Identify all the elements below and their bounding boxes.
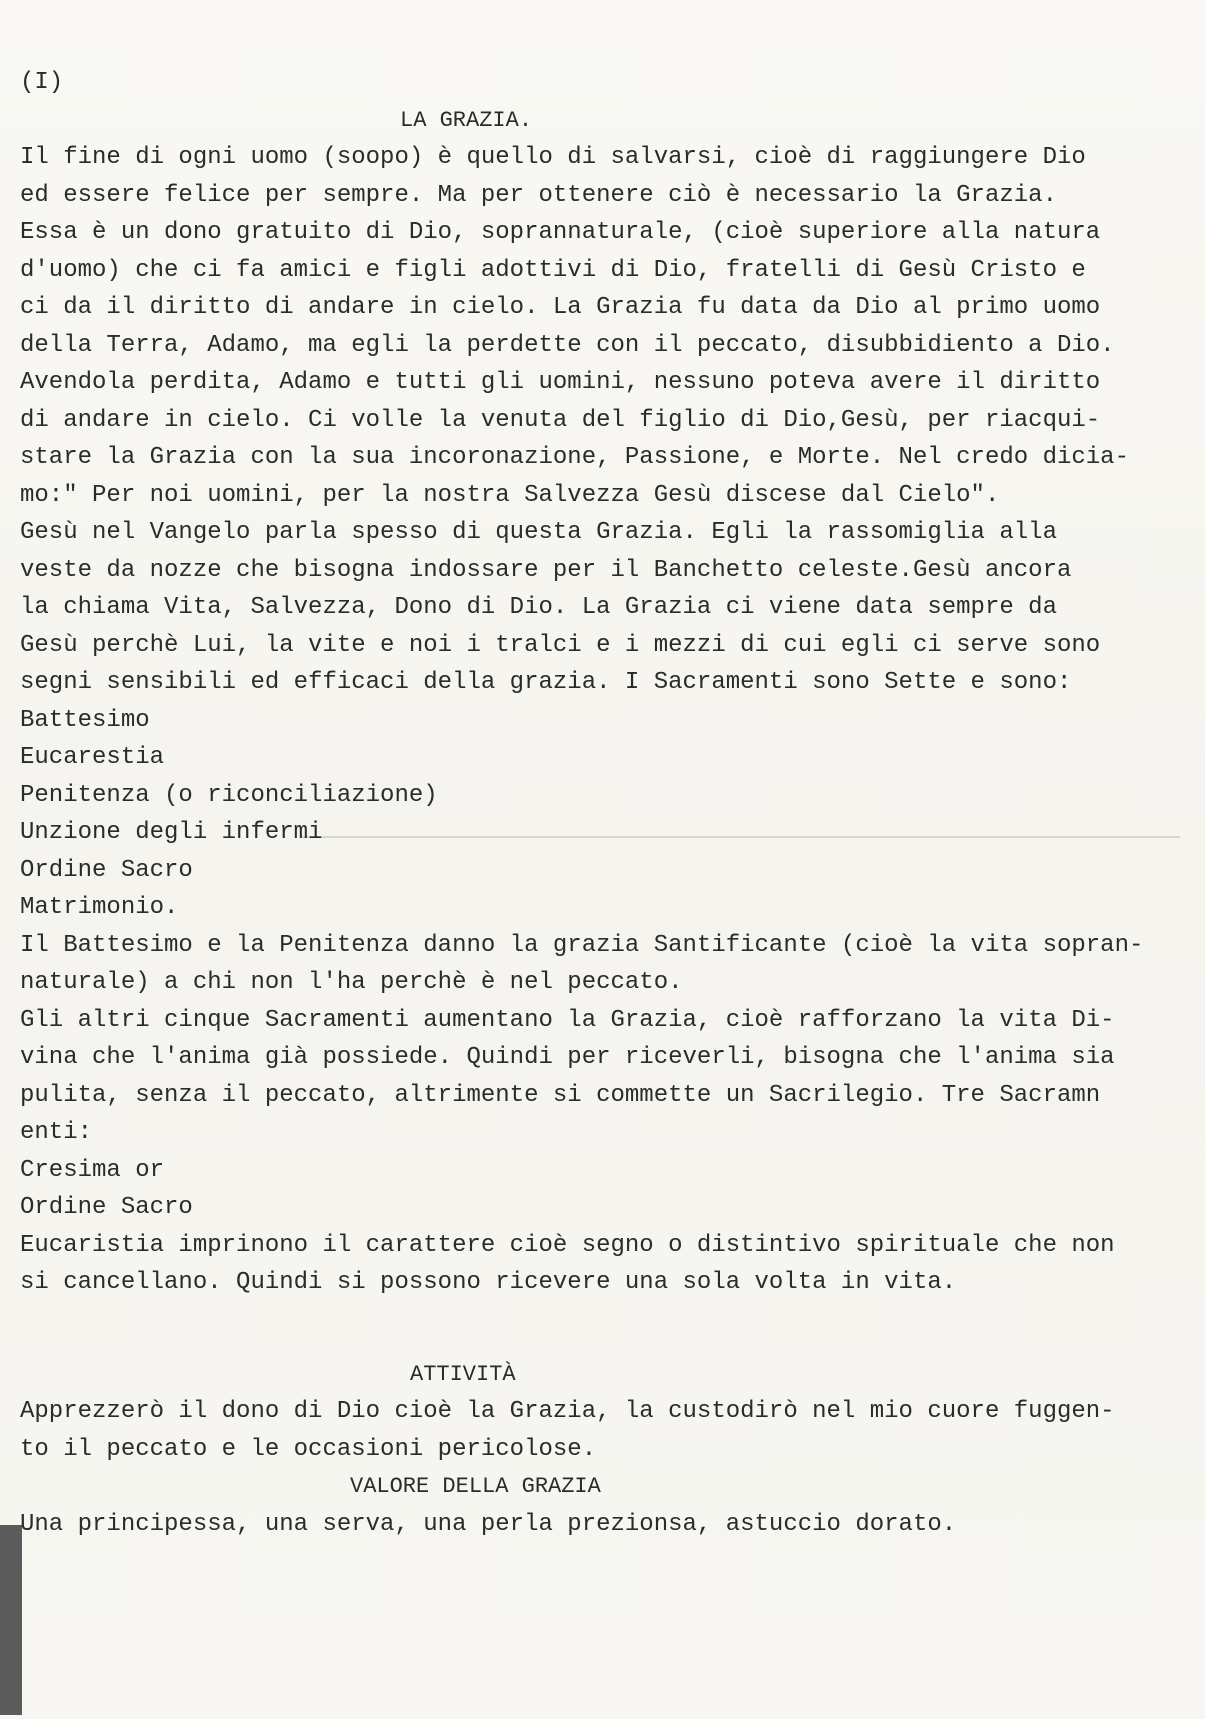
page-marker: (I) bbox=[20, 69, 64, 96]
sacrament-list-item: Battesimo bbox=[20, 706, 150, 734]
body-line: d'uomo) che ci fa amici e figli adottivi di Dio, fratelli di Gesù Cristo e bbox=[20, 256, 1086, 284]
body-line: naturale) a chi non l'ha perchè è nel peccato. bbox=[20, 969, 683, 996]
body-line: della Terra, Adamo, ma egli la perdette con il peccato, disubbidiento a Dio. bbox=[20, 331, 1115, 359]
scan-edge-shadow bbox=[0, 1525, 22, 1715]
body-line: enti: bbox=[20, 1119, 93, 1146]
body-line: Eucaristia imprinono il carattere cioè segno o distintivo spirituale che non bbox=[20, 1231, 1115, 1259]
body-line: Il Battesimo e la Penitenza danno la grazia Santificante (cioè la vita sopran- bbox=[20, 931, 1144, 959]
body-line: Gli altri cinque Sacramenti aumentano la Grazia, cioè rafforzano la vita Di- bbox=[20, 1006, 1115, 1034]
document-title: LA GRAZIA. bbox=[400, 107, 533, 133]
attivita-line: Apprezzerò il dono di Dio cioè la Grazia, la custodirò nel mio cuore fuggen- bbox=[20, 1398, 1115, 1425]
body-line: ci da il diritto di andare in cielo. La Grazia fu data da Dio al primo uomo bbox=[20, 294, 1101, 321]
body-line: vina che l'anima già possiede. Quindi per riceverli, bisogna che l'anima sia bbox=[20, 1044, 1115, 1071]
valore-line: Una principessa, una serva, una perla prezionsa, astuccio dorato. bbox=[20, 1510, 957, 1538]
body-line: mo:" Per noi uomini, per la nostra Salvezza Gesù discese dal Cielo". bbox=[20, 481, 1000, 509]
body-line: Gesù perchè Lui, la vite e noi i tralci e i mezzi di cui egli ci serve sono bbox=[20, 631, 1101, 659]
body-line: Gesù nel Vangelo parla spesso di questa Grazia. Egli la rassomiglia alla bbox=[20, 519, 1057, 546]
sacrament-list-item: Unzione degli infermi bbox=[20, 819, 323, 846]
sacrament-list-item: Ordine Sacro bbox=[20, 1194, 193, 1221]
attivita-line: to il peccato e le occasioni pericolose. bbox=[20, 1435, 597, 1463]
body-line: Avendola perdita, Adamo e tutti gli uomini, nessuno poteva avere il diritto bbox=[20, 369, 1101, 396]
body-line: pulita, senza il peccato, altrimente si commette un Sacrilegio. Tre Sacramn bbox=[20, 1081, 1101, 1109]
sacrament-list-item: Matrimonio. bbox=[20, 894, 179, 921]
section-heading-valore: VALORE DELLA GRAZIA bbox=[350, 1474, 601, 1499]
sacrament-list-item: Ordine Sacro bbox=[20, 856, 193, 884]
body-line: segni sensibili ed efficaci della grazia. I Sacramenti sono Sette e sono: bbox=[20, 669, 1072, 696]
body-line: Essa è un dono gratuito di Dio, soprannaturale, (cioè superiore alla natura bbox=[20, 219, 1101, 246]
section-valore bbox=[20, 1468, 1180, 1543]
sacrament-list-item: Cresima or bbox=[20, 1156, 165, 1184]
sacrament-list-item: Eucarestia bbox=[20, 744, 165, 771]
body-text bbox=[20, 139, 1180, 1302]
section-gap bbox=[20, 1302, 1180, 1356]
body-line: si cancellano. Quindi si possono ricevere una sola volta in vita. bbox=[20, 1269, 957, 1296]
typewritten-document bbox=[20, 64, 1180, 1543]
sacrament-list-item: Penitenza (o riconciliazione) bbox=[20, 781, 438, 809]
body-line: di andare in cielo. Ci volle la venuta del figlio di Dio,Gesù, per riacqui- bbox=[20, 406, 1101, 434]
body-line: ed essere felice per sempre. Ma per ottenere ciò è necessario la Grazia. bbox=[20, 181, 1057, 209]
body-line: stare la Grazia con la sua incoronazione, Passione, e Morte. Nel credo dicia- bbox=[20, 444, 1129, 471]
body-line: la chiama Vita, Salvezza, Dono di Dio. La Grazia ci viene data sempre da bbox=[20, 594, 1057, 621]
section-attivita bbox=[20, 1356, 1180, 1469]
section-heading-attivita: ATTIVITÀ bbox=[410, 1361, 516, 1387]
body-line: veste da nozze che bisogna indossare per il Banchetto celeste.Gesù ancora bbox=[20, 556, 1072, 584]
body-line: Il fine di ogni uomo (soopo) è quello di salvarsi, cioè di raggiungere Dio bbox=[20, 144, 1086, 171]
